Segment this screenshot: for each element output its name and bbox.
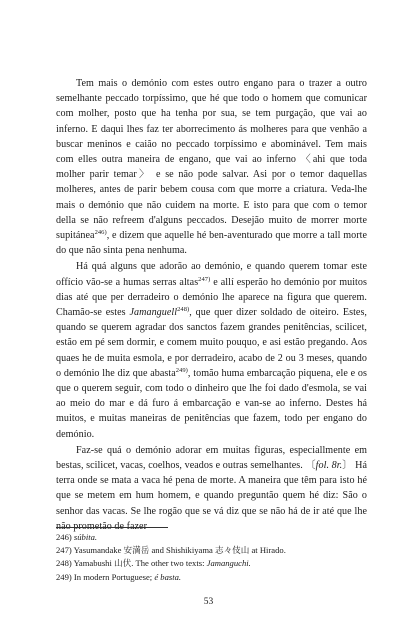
page-number: 53 xyxy=(203,597,214,607)
paragraph: Há quá alguns que adorão ao demónio, e quando querem tomar este offício vão-se a humas serras altas$^{247)}$ e allí esperão ho demónio por muitos dias até que per derradeiro o demónio lhe aparece na figura que querem. Chamão-se estes Jamanguell$^{248)}$, que quer dizer soldado de oiteiro. Estes, quando se querem agradar dos sanctos fazem grandes penitências, scilicet, estão em pé sem dormir, e comem muito pouquo, e asi estão pregando. Aos quaes he de muita esmola, e por derradeiro, acabo de 2 ou 3 meses, quando o demónio lhe diz que abasta$^{249)}$, tomão huma embarcação piquena, ele e os que o querem seguir, com todo o dinheiro que lhe foi dado d'esmola, se vai ao meio do mar e dá furo á embarcação e van-se ao inferno. Destes há muitos, e muitas maneiras de penitências que fazem, todo per engano do demónio. xyxy=(56,261,368,440)
footnote: 246) súbita. xyxy=(56,532,98,542)
italic-term: é basta. xyxy=(154,571,182,582)
paragraph: Faz-se quá o demónio adorar em muitas figuras, especiallmente em bestas, scilicet, vacas, coelhos, veados e outras semelhantes. 〔fol. 8r.〕 Há terra onde se mata a vaca hé pena de morte. A maneira que têm para isto hé que se metem em hum homem, e quando preguntão quem hé diz: São o senhor das vacas. Se lhe rogão que se vá diz que se não há de ir até que lhe não prometão de fazer xyxy=(56,444,367,532)
italic-term: Jamanguchi. xyxy=(206,558,251,569)
footnote-ref: 246) xyxy=(94,229,107,237)
footnote-ref: 248) xyxy=(177,306,190,314)
main-text xyxy=(56,76,367,534)
footnote-ref: 249) xyxy=(175,366,188,374)
footnotes xyxy=(56,531,367,584)
italic-term: Jamanguell xyxy=(129,307,178,319)
italic-term: súbita. xyxy=(73,532,98,542)
footnote: 249) In modern Portuguese; é basta. xyxy=(56,571,182,582)
italic-term: fol. 8r. xyxy=(315,460,343,472)
footnote: 248) Yamabushi 山伏. The other two texts: Jamanguchi. xyxy=(56,558,251,569)
footnote-divider xyxy=(56,527,168,528)
footnote: 247) Yasumandake 安満岳 and Shishikiyama 志々伎山 at Hirado. xyxy=(56,545,286,556)
paragraph: Tem mais o demónio com estes outro engano para o trazer a outro semelhante peccado torpíssimo, que hé que todo o homem que comunicar com molher, posto que ha tenha por sua, se tem purgação, que vai ao inferno. E daqui lhes faz ter aborrecimento ás molheres para que venhão a buscar meninos e caião no peccado torpíssimo e abominável. Tem mais com elles outra maneira de engano, que vai ao inferno 〈ahi que toda molher parir temar〉 e se não pode salvar. Asi por o temor daquellas molheres, antes de parir bebem cousa com que morre a criatura. Veda-lhe mais o demónio que não cuidem na morte. E isto para que com o temor della se não refreem d'alguns peccados. Desejão muito de morrer morte supitánea$^{246)}$, e dizem que aquelle hé ben-aventurado que morre a tall morte do que não sinta pena nenhuma. xyxy=(56,78,367,257)
footnote-ref: 247) xyxy=(198,275,211,283)
